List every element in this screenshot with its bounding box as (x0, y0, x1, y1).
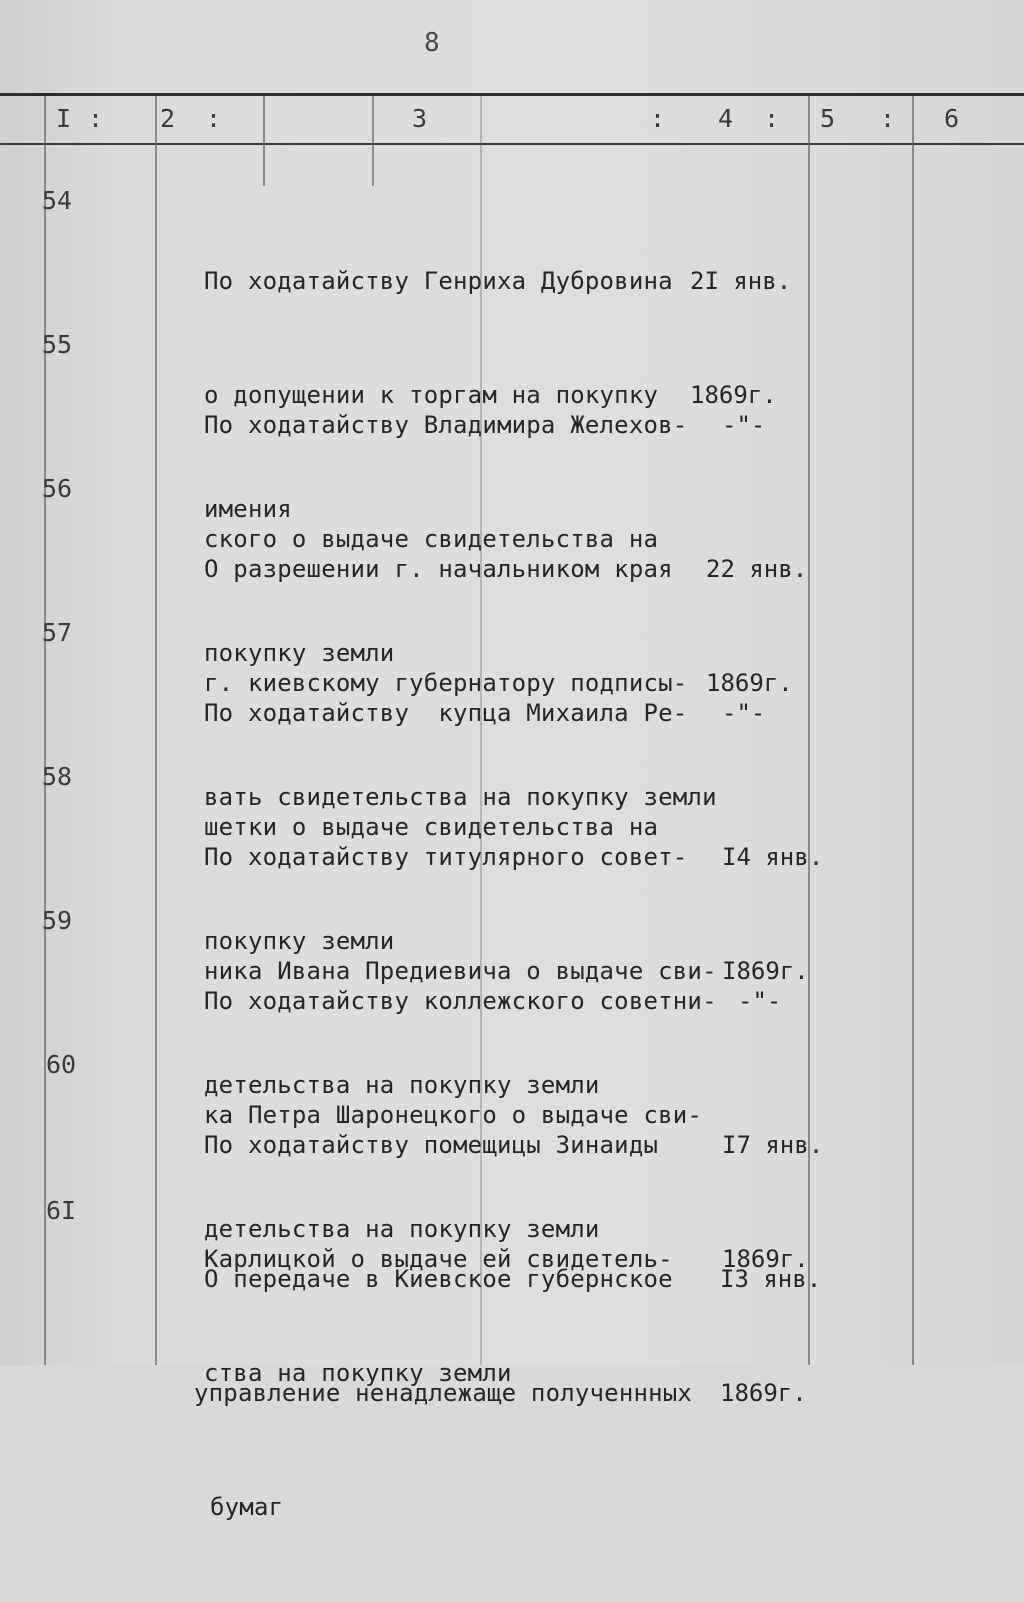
row-number: 54 (42, 186, 73, 215)
text-line: По ходатайству титулярного совет- (204, 843, 688, 871)
row-number: 60 (46, 1050, 77, 1079)
text-line: шетки о выдаче свидетельства на (204, 813, 659, 841)
text-line: покупку земли (204, 639, 395, 667)
date-line: 1869г. (720, 1379, 807, 1407)
text-line: По ходатайству коллежского советни- (204, 987, 717, 1015)
column-separator-colon: : (880, 104, 896, 133)
column-separator-colon: : (206, 104, 222, 133)
column-separator (44, 96, 46, 1365)
text-line: покупку земли (204, 927, 395, 955)
column-separator-colon: : (650, 104, 666, 133)
header-bottom-rule (0, 143, 1024, 145)
row-description (194, 1184, 692, 1602)
date-line: I4 янв. (722, 843, 824, 871)
text-line: управление ненадлежаще полученнных (194, 1379, 693, 1407)
date-line: 2I янв. (690, 267, 792, 295)
column-header-3: 3 (412, 104, 428, 133)
text-line: детельства на покупку земли (204, 1215, 600, 1243)
text-line: о допущении к торгам на покупку (204, 381, 659, 409)
row-number: 58 (42, 762, 73, 791)
date-line: I869г. (722, 957, 809, 985)
text-line: вать свидетельства на покупку земли (204, 783, 717, 811)
date-line: -"- (722, 411, 766, 439)
date-line: 1869г. (706, 669, 793, 697)
row-number: 59 (42, 906, 73, 935)
date-line: I3 янв. (720, 1265, 822, 1293)
column-separator (372, 96, 374, 186)
text-line: имения (204, 495, 292, 523)
date-line: 22 янв. (706, 555, 808, 583)
text-line: О передаче в Киевское губернское (204, 1265, 673, 1293)
text-line: ства на покупку земли (204, 1359, 512, 1387)
text-line: детельства на покупку земли (204, 1071, 600, 1099)
date-line: 1869г. (690, 381, 777, 409)
date-line: -"- (722, 699, 766, 727)
column-separator (263, 96, 265, 186)
text-line: бумаг (210, 1493, 284, 1521)
page-number: 8 (424, 28, 440, 58)
header-top-rule (0, 93, 1024, 96)
text-line: По ходатайству купца Михаила Ре- (204, 699, 688, 727)
text-line: Карлицкой о выдаче ей свидетель- (204, 1245, 673, 1273)
text-line: По ходатайству Владимира Желехов- (204, 411, 688, 439)
column-header-2: 2 (160, 104, 176, 133)
row-date (720, 1184, 821, 1488)
text-line: ка Петра Шаронецкого о выдаче сви- (204, 1101, 703, 1129)
row-number: 56 (42, 474, 73, 503)
row-number: 55 (42, 330, 73, 359)
text-line: ского о выдаче свидетельства на (204, 525, 659, 553)
text-line: По ходатайству Генриха Дубровина (204, 267, 673, 295)
row-number: 6I (46, 1196, 77, 1225)
column-separator (155, 96, 157, 1365)
text-line: ника Ивана Предиевича о выдаче сви- (204, 957, 717, 985)
column-header-1: I (56, 104, 72, 133)
column-separator (912, 96, 914, 1365)
text-line: По ходатайству помещицы Зинаиды (204, 1131, 659, 1159)
column-separator-colon: : (88, 104, 104, 133)
text-line: О разрешении г. начальником края (204, 555, 673, 583)
date-line: 1869г. (722, 1245, 809, 1273)
date-line: -"- (738, 987, 782, 1015)
text-line: г. киевскому губернатору подписы- (204, 669, 688, 697)
date-line: I7 янв. (722, 1131, 824, 1159)
row-number: 57 (42, 618, 73, 647)
column-header-6: 6 (944, 104, 960, 133)
column-header-4: 4 (718, 104, 734, 133)
column-header-5: 5 (820, 104, 836, 133)
column-separator-colon: : (764, 104, 780, 133)
